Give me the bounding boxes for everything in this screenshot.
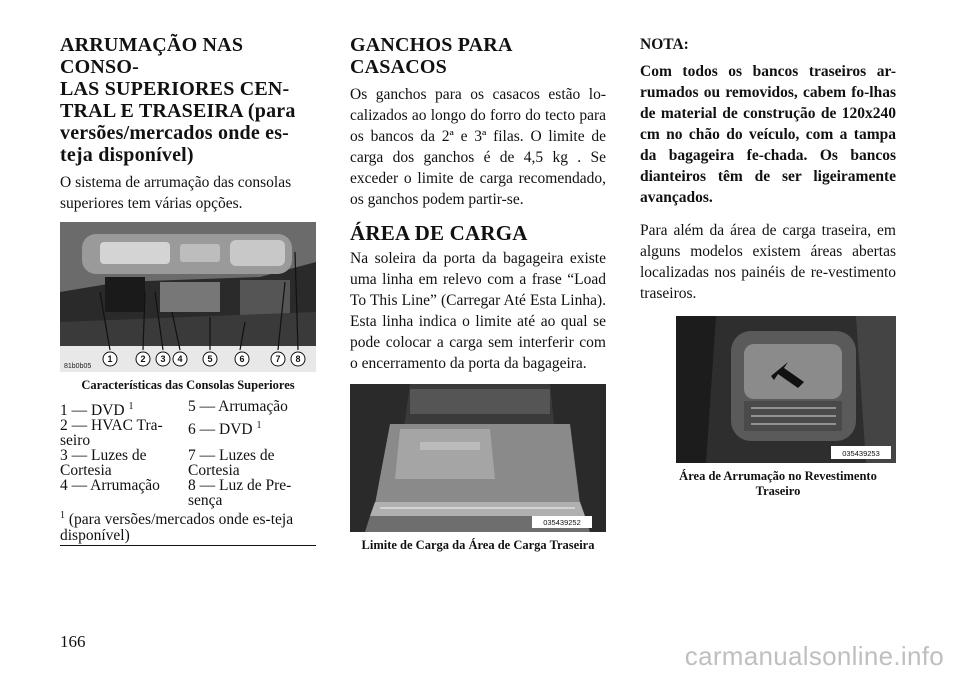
page-number: 166 (60, 632, 86, 651)
legend-item: 6 — DVD (188, 421, 253, 439)
cargo-area-paragraph: Na soleira da porta da bagageira existe uma linha em relevo com a frase “Load To This Line” (Carregar Até Esta Linha). Esta linha indica o limite até ao qual se pode colocar a carga sem interferir com o encerramento da porta da bagageira. (350, 250, 606, 372)
legend-footnote (60, 508, 316, 544)
note-paragraph: Com todos os bancos traseiros ar-rumados ou removidos, cabem fo-lhas de material de construção de 120x240 cm no chão do veículo, com a tampa da bagageira fe-chada. Os bancos dianteiros têm de ser ligeiramente avançados. (640, 63, 896, 206)
title-line: TRAL E TRASEIRA (para (60, 100, 296, 122)
figure-legend (60, 399, 316, 546)
callout-number: 3 (160, 354, 166, 364)
section-title-overhead-consoles (60, 34, 316, 166)
title-line: LAS SUPERIORES CEN- (60, 78, 290, 100)
legend-item: 8 — Luz de Pre-sença (188, 477, 292, 510)
figure-code: 035439252 (543, 518, 581, 527)
rear-trim-paragraph: Para além da área de carga traseira, em alguns modelos existem áreas abertas localizadas nos painéis de re-vestimento traseiros. (640, 222, 896, 302)
callout-number: 5 (207, 354, 213, 364)
column-right (640, 34, 896, 499)
trim-storage-figure (676, 316, 896, 463)
footnote-text: (para versões/mercados onde es-teja disponível) (60, 511, 294, 545)
legend-row (60, 418, 316, 448)
footnote-marker: 1 (256, 420, 262, 432)
callout-number: 7 (275, 354, 281, 364)
overhead-console-figure (60, 222, 316, 372)
column-middle (350, 34, 606, 553)
legend-row (60, 478, 316, 508)
title-line: versões/mercados onde es- (60, 122, 290, 144)
cargo-load-limit-figure (350, 384, 606, 532)
callout-number: 1 (107, 354, 113, 364)
legend-item: 3 — Luzes de Cortesia (60, 447, 147, 480)
section-title-coat-hooks: GANCHOS PARA CASACOS (350, 34, 512, 78)
legend-item: 4 — Arrumação (60, 477, 160, 495)
footnote-marker: 1 (128, 401, 134, 412)
legend-divider (60, 545, 316, 546)
legend-item: 1 — DVD (60, 402, 125, 420)
section-title-cargo-area: ÁREA DE CARGA (350, 221, 528, 245)
callout-number: 4 (177, 354, 183, 364)
figure-code: 81b0b05 (64, 363, 92, 370)
callout-number: 6 (239, 354, 245, 364)
legend-item: 7 — Luzes de Cortesia (188, 447, 275, 480)
coat-hooks-paragraph: Os ganchos para os casacos estão lo-calizados ao longo do forro do tecto para os bancos da 2ª e 3ª filas. O limite de carga dos ganchos é de 4,5 kg . Se exceder o limite de carga recomendado, os ganchos podem partir-se. (350, 86, 606, 208)
figure-caption: Área de Arrumação no Revestimento Traseiro (679, 469, 877, 498)
legend-item: 5 — Arrumação (188, 398, 288, 415)
intro-paragraph: O sistema de arrumação das consolas superiores tem várias opções. (60, 174, 292, 212)
figure-caption: Limite de Carga da Área de Carga Traseira (361, 538, 595, 552)
legend-row (60, 399, 316, 418)
footnote-marker: 1 (60, 510, 65, 522)
figure-code: 035439253 (842, 449, 880, 458)
note-label: NOTA: (640, 36, 689, 53)
watermark: carmanualsonline.info (684, 641, 944, 671)
legend-row (60, 448, 316, 478)
callout-number: 2 (140, 354, 146, 364)
callout-number: 8 (295, 354, 301, 364)
figure-caption: Características das Consolas Superiores (81, 378, 295, 392)
column-left (60, 34, 316, 546)
title-line: teja disponível) (60, 144, 194, 166)
legend-item: 2 — HVAC Tra-seiro (60, 417, 163, 450)
title-line: ARRUMAÇÃO NAS CONSO- (60, 34, 244, 78)
